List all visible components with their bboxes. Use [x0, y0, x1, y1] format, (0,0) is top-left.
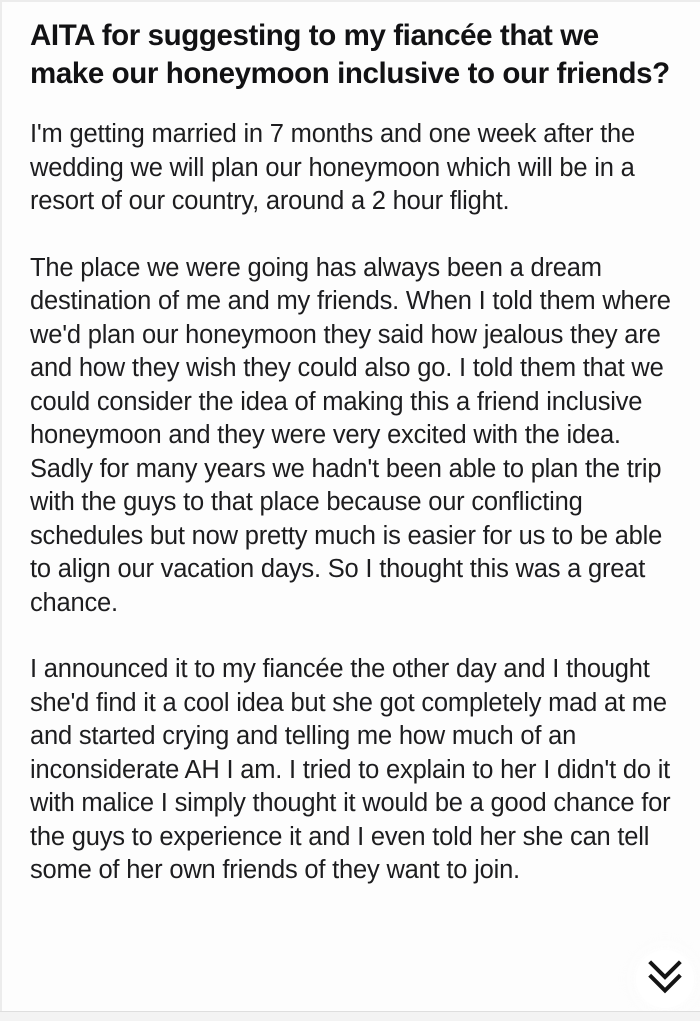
post-paragraph-3: I announced it to my fiancée the other day and I thought she'd find it a cool idea but she got completely mad at me and started crying and telling me how much of an inconsiderate AH I am. I tried to explain to her I didn't do it with malice I simply thought it would be a good chance for the guys to experience it and I even told her she can tell some of her own friends of they want to join.: [30, 655, 671, 884]
expand-post-button[interactable]: [636, 950, 694, 1008]
post-paragraph-2: The place we were going has always been a dream destination of me and my friends. When I told them where we'd plan our honeymoon they said how jealous they are and how they wish they could also go. I told them that we could consider the idea of making this a friend inclusive honeymoon and they were very excited with the idea. Sadly for many years we hadn't been able to plan the trip with the guys to that place because our conflicting schedules but now pretty much is easier for us to be able to align our vacation days. So I thought this was a great chance.: [30, 253, 671, 617]
post-body: [2, 2, 700, 888]
post-title: AITA for suggesting to my fiancée that we make our honeymoon inclusive to our friends?: [30, 19, 670, 90]
screenshot-bottom-edge: [0, 1011, 700, 1021]
double-chevron-down-icon: [642, 954, 688, 1004]
post-card: [2, 2, 700, 1011]
post-paragraph-1: I'm getting married in 7 months and one week after the wedding we will plan our honeymoon which will be in a resort of our country, around a 2 hour flight.: [30, 120, 635, 215]
